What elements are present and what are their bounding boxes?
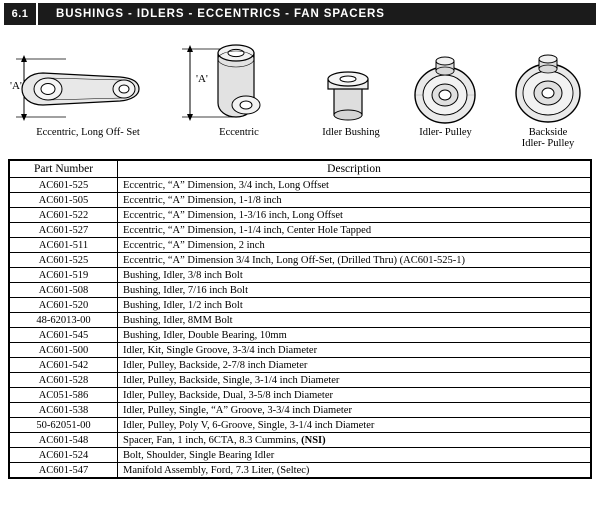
cell-part-number: AC601-508	[10, 283, 118, 298]
cell-description	[118, 298, 591, 313]
cell-description	[118, 373, 591, 388]
table-row	[10, 223, 591, 238]
description-text: Spacer, Fan, 1 inch, 6CTA, 8.3 Cummins,	[123, 434, 302, 446]
description-text: Eccentric, “A” Dimension 3/4 Inch, Long Off-Set, (Drilled Thru) (AC601-525-1)	[123, 254, 465, 266]
eccentric-long-offset-drawing	[8, 27, 168, 127]
table-row	[10, 238, 591, 253]
description-note: (NSI)	[301, 434, 326, 446]
description-text: Eccentric, “A” Dimension, 1-3/16 inch, Long Offset	[123, 209, 343, 221]
eccentric-drawing	[174, 27, 304, 127]
figure-idler-pulley	[398, 27, 493, 155]
cell-part-number: AC601-528	[10, 373, 118, 388]
column-header-part-number: Part Number	[10, 161, 118, 178]
idler-bushing-drawing	[306, 27, 396, 127]
cell-description	[118, 313, 591, 328]
column-header-description: Description	[118, 161, 591, 178]
description-text: Eccentric, “A” Dimension, 1-1/8 inch	[123, 194, 282, 206]
figure-art	[398, 27, 493, 127]
cell-description	[118, 283, 591, 298]
figure-caption-5-line2: Idler- Pulley	[521, 138, 575, 149]
cell-part-number: AC601-520	[10, 298, 118, 313]
cell-description	[118, 388, 591, 403]
description-text: Eccentric, “A” Dimension, 2 inch	[123, 239, 265, 251]
table-row	[10, 208, 591, 223]
cell-description	[118, 178, 591, 193]
cell-description	[118, 448, 591, 463]
cell-part-number: AC601-505	[10, 193, 118, 208]
cell-description	[118, 403, 591, 418]
cell-part-number: 48-62013-00	[10, 313, 118, 328]
cell-part-number: AC601-500	[10, 343, 118, 358]
parts-table	[9, 160, 591, 478]
table-row	[10, 463, 591, 478]
figure-caption-5	[498, 127, 598, 149]
cell-description	[118, 238, 591, 253]
cell-description	[118, 328, 591, 343]
description-text: Eccentric, “A” Dimension, 1-1/4 inch, Center Hole Tapped	[123, 224, 372, 236]
table-row	[10, 178, 591, 193]
table-row	[10, 268, 591, 283]
parts-table-head	[10, 161, 591, 178]
figure-caption-1: Eccentric, Long Off- Set	[36, 127, 140, 138]
figure-eccentric	[174, 27, 304, 155]
cell-description	[118, 433, 591, 448]
table-row	[10, 328, 591, 343]
table-row	[10, 448, 591, 463]
description-text: Idler, Pulley, Poly V, 6-Groove, Single, 3-1/4 inch Diameter	[123, 419, 375, 431]
table-row	[10, 418, 591, 433]
table-row	[10, 403, 591, 418]
figure-strip	[6, 27, 594, 155]
figure-caption-3: Idler Bushing	[322, 127, 380, 138]
table-row	[10, 283, 591, 298]
parts-table-body	[10, 178, 591, 478]
cell-part-number: AC601-519	[10, 268, 118, 283]
parts-table-container	[8, 159, 592, 479]
description-text: Bushing, Idler, Double Bearing, 10mm	[123, 329, 287, 341]
catalog-page	[0, 3, 600, 515]
cell-part-number: AC601-527	[10, 223, 118, 238]
description-text: Idler, Pulley, Backside, Dual, 3-5/8 inch Diameter	[123, 389, 334, 401]
section-number: 6.1	[4, 3, 38, 25]
cell-part-number: AC601-545	[10, 328, 118, 343]
cell-part-number: AC601-511	[10, 238, 118, 253]
cell-description	[118, 418, 591, 433]
figure-caption-2: Eccentric	[219, 127, 259, 138]
cell-description	[118, 253, 591, 268]
cell-description	[118, 193, 591, 208]
backside-idler-pulley-drawing	[498, 27, 598, 127]
description-text: Idler, Pulley, Backside, 2-7/8 inch Diameter	[123, 359, 308, 371]
cell-part-number: AC601-542	[10, 358, 118, 373]
dimension-label-a-1: 'A'	[10, 80, 22, 92]
description-text: Bolt, Shoulder, Single Bearing Idler	[123, 449, 275, 461]
table-row	[10, 388, 591, 403]
cell-part-number: AC601-547	[10, 463, 118, 478]
figure-art	[174, 27, 304, 127]
description-text: Bushing, Idler, 8MM Bolt	[123, 314, 233, 326]
cell-description	[118, 223, 591, 238]
idler-pulley-drawing	[398, 27, 493, 127]
cell-part-number: 50-62051-00	[10, 418, 118, 433]
table-row	[10, 433, 591, 448]
figure-art	[8, 27, 168, 127]
description-text: Bushing, Idler, 7/16 inch Bolt	[123, 284, 248, 296]
description-text: Bushing, Idler, 1/2 inch Bolt	[123, 299, 243, 311]
cell-part-number: AC601-525	[10, 253, 118, 268]
figure-idler-bushing	[306, 27, 396, 155]
description-text: Eccentric, “A” Dimension, 3/4 inch, Long Offset	[123, 179, 329, 191]
table-row	[10, 373, 591, 388]
figure-backside-idler-pulley	[498, 27, 598, 155]
figure-art	[498, 27, 598, 127]
cell-description	[118, 208, 591, 223]
section-header	[4, 3, 596, 25]
description-text: Idler, Pulley, Single, “A” Groove, 3-3/4 inch Diameter	[123, 404, 352, 416]
description-text: Idler, Pulley, Backside, Single, 3-1/4 inch Diameter	[123, 374, 340, 386]
page-title: BUSHINGS - IDLERS - ECCENTRICS - FAN SPACERS	[56, 8, 385, 20]
cell-part-number: AC051-586	[10, 388, 118, 403]
table-row	[10, 343, 591, 358]
cell-part-number: AC601-548	[10, 433, 118, 448]
cell-part-number: AC601-525	[10, 178, 118, 193]
table-row	[10, 358, 591, 373]
description-text: Idler, Kit, Single Groove, 3-3/4 inch Diameter	[123, 344, 318, 356]
figure-art	[306, 27, 396, 127]
description-text: Bushing, Idler, 3/8 inch Bolt	[123, 269, 243, 281]
cell-part-number: AC601-522	[10, 208, 118, 223]
cell-part-number: AC601-538	[10, 403, 118, 418]
figure-eccentric-long-offset	[8, 27, 168, 155]
dimension-label-a-2: 'A'	[196, 73, 208, 85]
cell-description	[118, 343, 591, 358]
table-row	[10, 253, 591, 268]
description-text: Manifold Assembly, Ford, 7.3 Liter, (Seltec)	[123, 464, 310, 476]
cell-description	[118, 358, 591, 373]
cell-description	[118, 463, 591, 478]
figure-caption-4: Idler- Pulley	[419, 127, 472, 138]
table-header-row	[10, 161, 591, 178]
table-row	[10, 313, 591, 328]
table-row	[10, 298, 591, 313]
cell-description	[118, 268, 591, 283]
cell-part-number: AC601-524	[10, 448, 118, 463]
figure-caption-5-line1: Backside	[528, 127, 568, 138]
table-row	[10, 193, 591, 208]
